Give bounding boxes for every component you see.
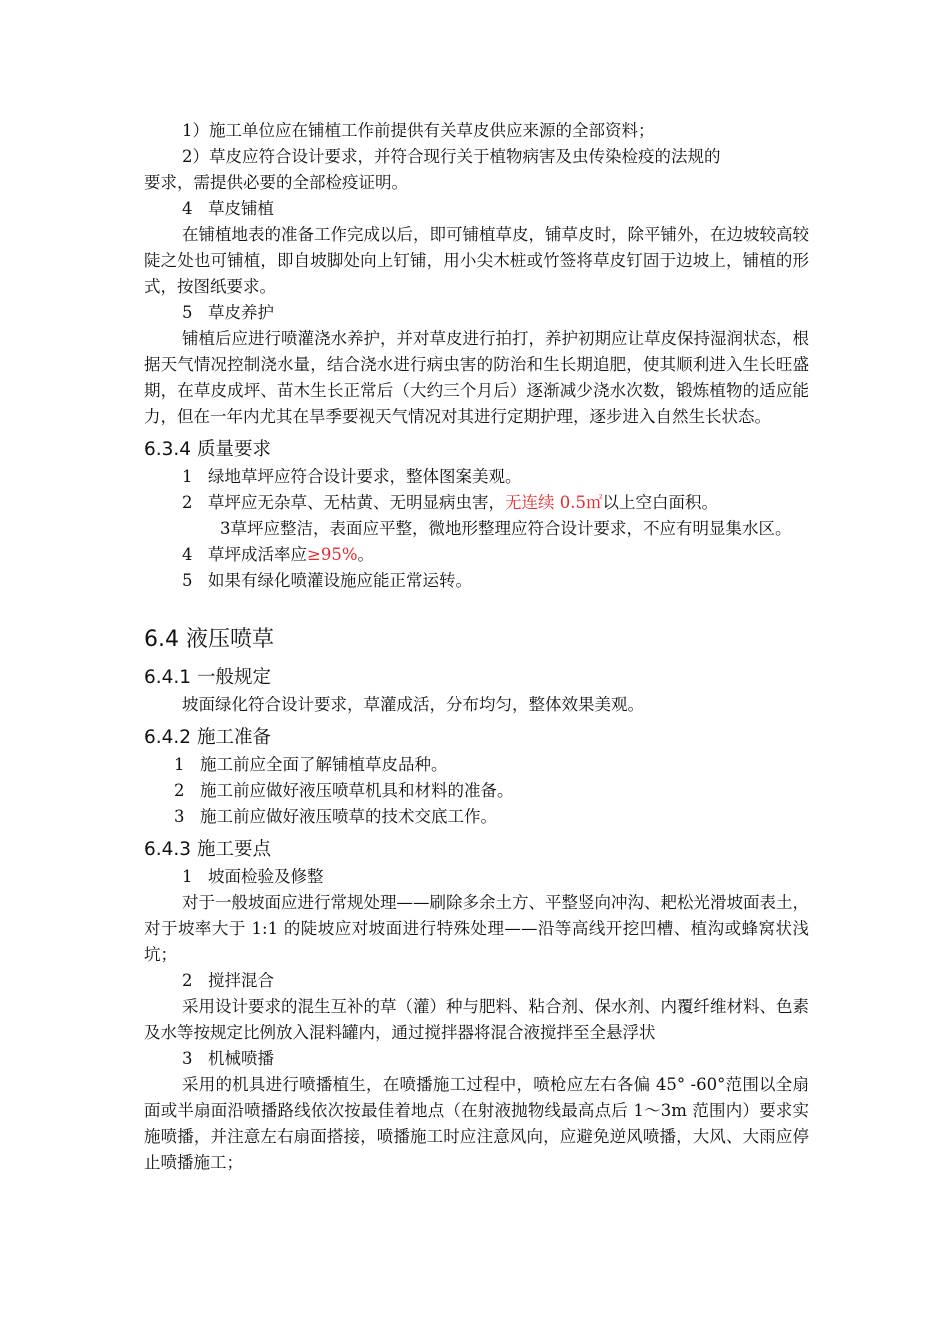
section-heading-6-3-4: 6.3.4 质量要求 <box>144 439 271 460</box>
list-item <box>144 542 809 568</box>
highlight-text: ≥95% <box>307 545 358 564</box>
subheading-5 <box>144 300 809 326</box>
subheading-4 <box>144 196 809 222</box>
paragraph: 在铺植地表的准备工作完成以后，即可铺植草皮，铺草皮时，除平铺外，在边坡较高较陡之处也可铺植，即自坡脚处向上钉铺，用小尖木桩或竹签将草皮钉固于边坡上，铺植的形式，按图纸要求。 <box>144 225 809 296</box>
item-text: 草坪应无杂草、无枯黄、无明显病虫害， <box>208 493 505 512</box>
paragraph: 采用设计要求的混生互补的草（灌）种与肥料、粘合剂、保水剂、内覆纤维材料、色素及水等按规定比例放入混料罐内，通过搅拌器将混合液搅拌至全悬浮状 <box>144 997 809 1042</box>
item-text: 施工前应做好液压喷草的技术交底工作。 <box>200 807 497 826</box>
item-number: 4 <box>182 545 193 564</box>
paragraph: 坡面绿化符合设计要求，草灌成活，分布均匀，整体效果美观。 <box>182 695 644 714</box>
item-text: 如果有绿化喷灌设施应能正常运转。 <box>208 571 472 590</box>
item-text: 。 <box>357 545 374 564</box>
item-number: 2 <box>174 781 185 800</box>
paragraph: 铺植后应进行喷灌浇水养护，并对草皮进行拍打，养护初期应让草皮保持湿润状态，根据天气情况控制浇水量，结合浇水进行病虫害的防治和生长期追肥，使其顺利进入生长旺盛期，在草皮成坪、苗木生长正常后（大约三个月后）逐渐减少浇水次数，锻炼植物的适应能力，但在一年内尤其在旱季要视天气情况对其进行定期护理，逐步进入自然生长状态。 <box>144 329 809 426</box>
item-number: 4 <box>182 199 193 218</box>
item-number: 1 <box>182 867 193 886</box>
item-number: 1 <box>174 755 185 774</box>
subheading <box>144 1046 809 1072</box>
list-item <box>144 804 809 830</box>
item-text: 草坪应整洁，表面应平整，微地形整理应符合设计要求，不应有明显集水区。 <box>230 519 792 538</box>
item-number: 5 <box>182 303 193 322</box>
item-text: 草坪成活率应 <box>208 545 307 564</box>
item-number: 5 <box>182 571 193 590</box>
list-item <box>144 752 809 778</box>
subheading-text: 坡面检验及修整 <box>208 867 324 886</box>
subheading <box>144 968 809 994</box>
list-item: 2）草皮应符合设计要求，并符合现行关于植物病害及虫传染检疫的法规的 <box>182 147 721 166</box>
section-heading-6-4-3: 6.4.3 施工要点 <box>144 839 271 860</box>
subheading-text: 草皮铺植 <box>208 199 274 218</box>
subheading-text: 草皮养护 <box>208 303 274 322</box>
highlight-text: 无连续 0.5㎡ <box>505 493 603 512</box>
item-number: 3 <box>182 1049 193 1068</box>
paragraph: 采用的机具进行喷播植生，在喷播施工过程中，喷枪应左右各偏 45° -60°范围以全扇面或半扇面沿喷播路线依次按最佳着地点（在射液抛物线最高点后 1～3m 范围内）要求实施喷播，并注意左右扇面搭接，喷播施工时应注意风向，应避免逆风喷播，大风、大雨应停止喷播施工； <box>144 1075 809 1172</box>
paragraph: 对于一般坡面应进行常规处理——刷除多余土方、平整竖向冲沟、耙松光滑坡面表土，对于坡率大于 1:1 的陡坡应对坡面进行特殊处理——沿等高线开挖凹槽、植沟或蜂窝状浅坑； <box>144 893 809 964</box>
list-item: 1）施工单位应在铺植工作前提供有关草皮供应来源的全部资料； <box>182 121 655 140</box>
list-item <box>144 516 809 542</box>
section-heading-6-4: 6.4 液压喷草 <box>144 627 274 652</box>
section-heading-6-4-2: 6.4.2 施工准备 <box>144 727 271 748</box>
item-number: 1 <box>182 467 193 486</box>
document-page <box>144 118 809 1176</box>
section-heading-6-4-1: 6.4.1 一般规定 <box>144 667 271 688</box>
list-item <box>144 568 809 594</box>
list-item <box>144 778 809 804</box>
paragraph-continuation: 要求，需提供必要的全部检疫证明。 <box>144 173 408 192</box>
item-text: 以上空白面积。 <box>602 493 718 512</box>
item-text: 绿地草坪应符合设计要求，整体图案美观。 <box>208 467 522 486</box>
subheading-text: 搅拌混合 <box>208 971 274 990</box>
item-number: 2 <box>182 971 193 990</box>
item-text: 施工前应全面了解铺植草皮品种。 <box>200 755 448 774</box>
subheading-text: 机械喷播 <box>208 1049 274 1068</box>
item-number: 3 <box>220 519 231 538</box>
item-number: 3 <box>174 807 185 826</box>
item-number: 2 <box>182 493 193 512</box>
list-item <box>144 490 809 516</box>
subheading <box>144 864 809 890</box>
list-item <box>144 464 809 490</box>
item-text: 施工前应做好液压喷草机具和材料的准备。 <box>200 781 514 800</box>
